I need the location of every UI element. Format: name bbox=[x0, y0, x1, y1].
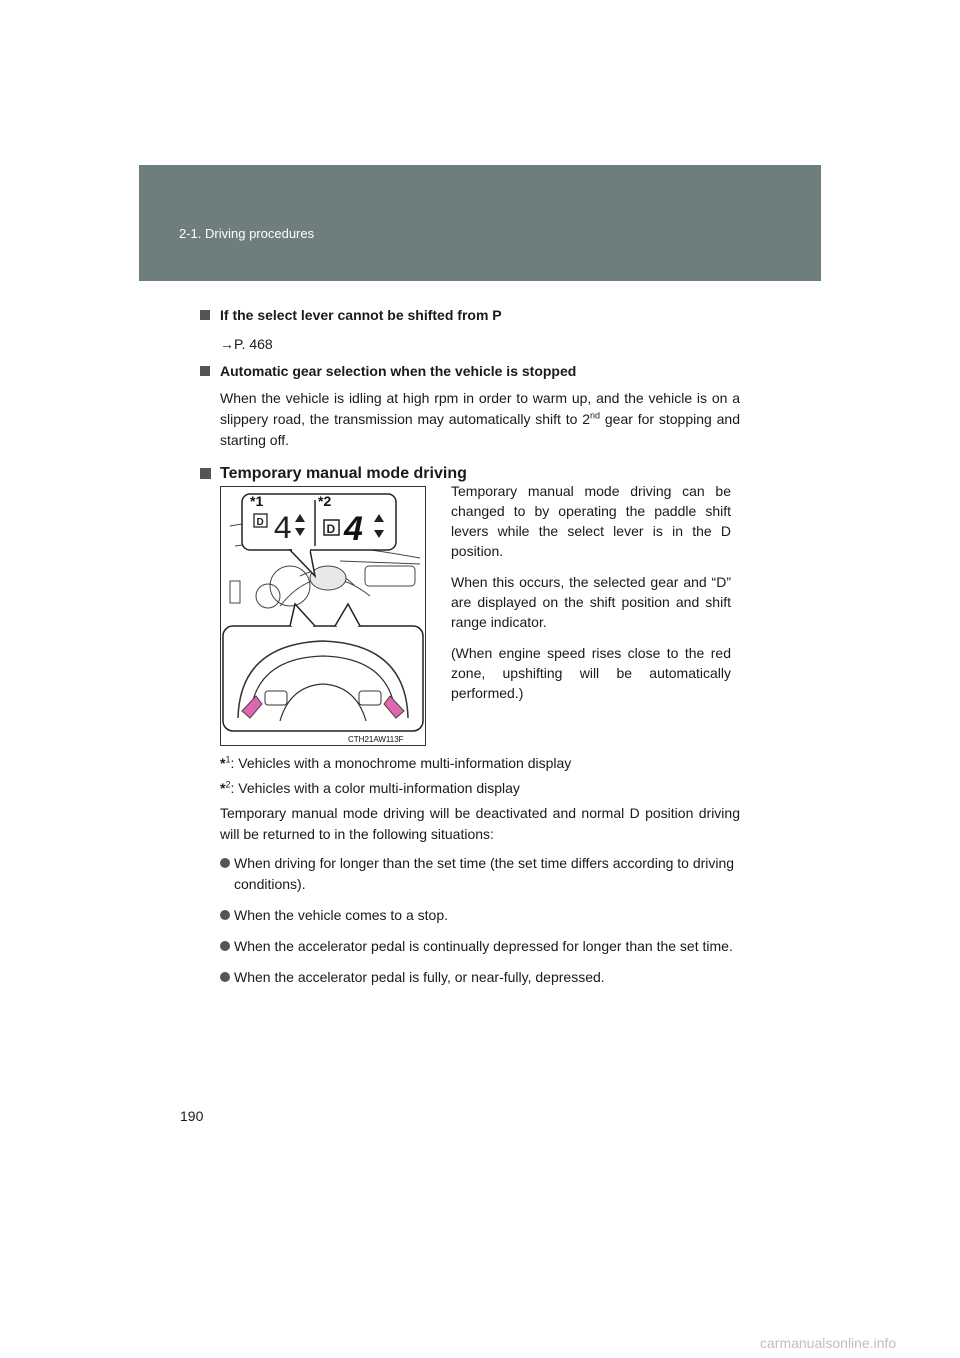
footnote-1: *$^1$: Vehicles with a monochrome multi-information display bbox=[220, 754, 572, 771]
note-label-1: *1 bbox=[250, 493, 264, 509]
asterisk-icon: * bbox=[220, 780, 226, 796]
page-reference: →P. 468 bbox=[220, 336, 273, 352]
mode-indicator-color: D bbox=[326, 522, 336, 536]
gear-indicator-mono: 4 bbox=[273, 511, 293, 548]
auto-gear-body: When the vehicle is idling at high rpm in order to warm up, and the vehicle is on a slippery road, the transmission may automatically shift to 2nd gear for stopping and starting off. bbox=[220, 390, 740, 448]
side-paragraph-2: When this occurs, the selected gear and “D” are displayed on the shift position and shift range indicator. bbox=[451, 574, 731, 630]
list-item: When the accelerator pedal is fully, or near-fully, depressed. bbox=[220, 967, 740, 988]
item-heading-auto-gear: Automatic gear selection when the vehicle is stopped bbox=[200, 361, 740, 382]
section-title: 2-1. Driving procedures bbox=[179, 226, 315, 241]
side-paragraph-3: (When engine speed rises close to the red zone, upshifting will be automatically performed.) bbox=[451, 645, 731, 701]
list-item: When driving for longer than the set time (the set time differs according to driving conditions). bbox=[220, 853, 740, 895]
circle-bullet-icon bbox=[220, 858, 230, 868]
paddle-shift-figure bbox=[220, 486, 426, 746]
side-description bbox=[451, 481, 731, 714]
figure-code: CTH21AW113F bbox=[348, 735, 404, 744]
main-content bbox=[220, 305, 740, 484]
list-item: When the vehicle comes to a stop. bbox=[220, 905, 740, 926]
paddle-shift-illustration bbox=[220, 486, 426, 746]
circle-bullet-icon bbox=[220, 941, 230, 951]
circle-bullet-icon bbox=[220, 972, 230, 982]
note-label-2: *2 bbox=[318, 493, 332, 509]
gear-indicator-color: 4 bbox=[344, 510, 363, 548]
square-bullet-icon bbox=[200, 310, 210, 320]
circle-bullet-icon bbox=[220, 910, 230, 920]
square-bullet-icon bbox=[200, 366, 210, 376]
footer-watermark-link[interactable]: carmanualsonline.info bbox=[760, 1335, 897, 1351]
asterisk-icon: * bbox=[220, 755, 226, 771]
item-heading-select-lever: If the select lever cannot be shifted from P bbox=[200, 305, 740, 326]
deactivation-intro: Temporary manual mode driving will be deactivated and normal D position driving will be returned to in the following situations: bbox=[220, 805, 740, 842]
page-number: 190 bbox=[180, 1108, 204, 1124]
square-bullet-icon bbox=[200, 468, 211, 479]
footnote-2: *$^2$: Vehicles with a color multi-information display bbox=[220, 779, 520, 796]
notes-section bbox=[220, 753, 740, 988]
section-header-bar bbox=[139, 165, 821, 281]
list-item: When the accelerator pedal is continually depressed for longer than the set time. bbox=[220, 936, 740, 957]
section-heading-temporary-manual: Temporary manual mode driving bbox=[200, 463, 740, 484]
side-paragraph-1: Temporary manual mode driving can be changed to by operating the paddle shift levers while the select lever is in the D position. bbox=[451, 483, 731, 559]
mode-indicator-mono: D bbox=[256, 517, 264, 528]
